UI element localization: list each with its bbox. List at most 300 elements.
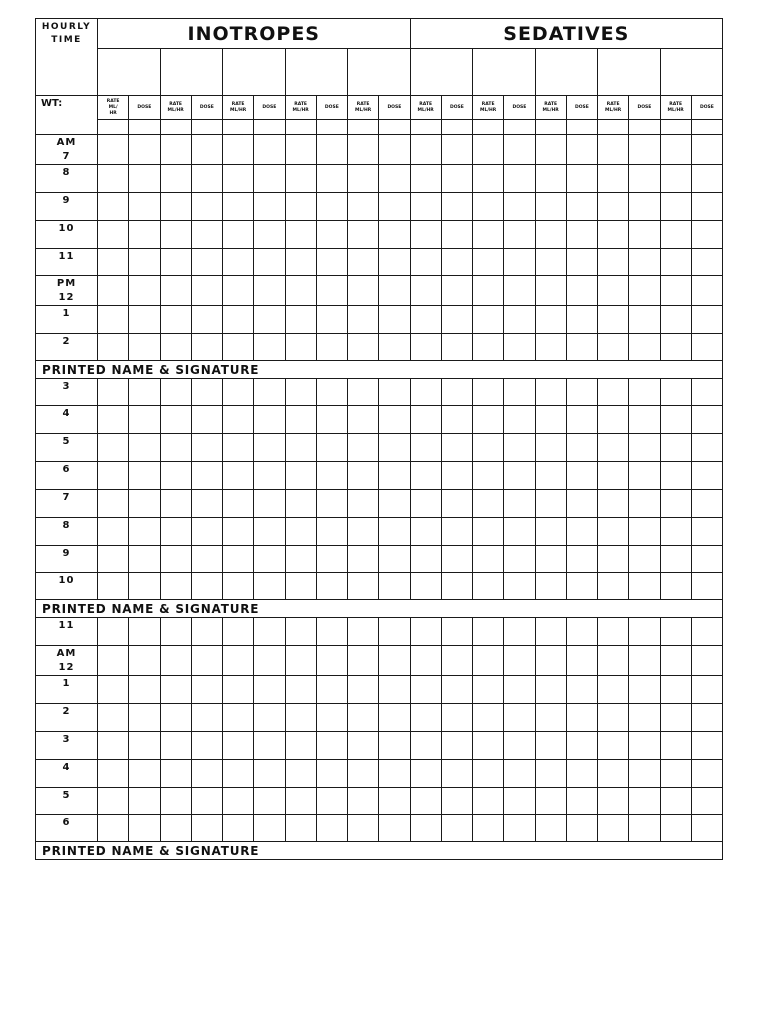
entry-cell[interactable] (160, 434, 191, 462)
entry-cell[interactable] (660, 462, 691, 490)
entry-cell[interactable] (379, 165, 410, 193)
entry-cell[interactable] (441, 618, 472, 646)
entry-cell[interactable] (504, 306, 535, 334)
entry-cell[interactable] (504, 815, 535, 842)
entry-cell[interactable] (441, 120, 472, 135)
entry-cell[interactable] (191, 704, 222, 732)
entry-cell[interactable] (191, 760, 222, 788)
entry-cell[interactable] (441, 462, 472, 490)
entry-cell[interactable] (160, 135, 191, 165)
entry-cell[interactable] (598, 788, 629, 815)
entry-cell[interactable] (191, 434, 222, 462)
entry-cell[interactable] (691, 120, 722, 135)
entry-cell[interactable] (629, 573, 660, 600)
entry-cell[interactable] (473, 165, 504, 193)
entry-cell[interactable] (348, 135, 379, 165)
entry-cell[interactable] (504, 165, 535, 193)
entry-cell[interactable] (566, 221, 597, 249)
entry-cell[interactable] (191, 193, 222, 221)
entry-cell[interactable] (629, 276, 660, 306)
entry-cell[interactable] (254, 618, 285, 646)
entry-cell[interactable] (348, 646, 379, 676)
entry-cell[interactable] (254, 732, 285, 760)
entry-cell[interactable] (629, 434, 660, 462)
entry-cell[interactable] (629, 379, 660, 406)
entry-cell[interactable] (441, 434, 472, 462)
entry-cell[interactable] (598, 221, 629, 249)
entry-cell[interactable] (473, 334, 504, 361)
entry-cell[interactable] (441, 306, 472, 334)
entry-cell[interactable] (129, 573, 160, 600)
entry-cell[interactable] (410, 193, 441, 221)
entry-cell[interactable] (566, 249, 597, 276)
entry-cell[interactable] (441, 165, 472, 193)
entry-cell[interactable] (223, 732, 254, 760)
entry-cell[interactable] (348, 704, 379, 732)
entry-cell[interactable] (410, 379, 441, 406)
weight-field[interactable]: WT: (36, 96, 98, 135)
entry-cell[interactable] (348, 334, 379, 361)
entry-cell[interactable] (473, 406, 504, 434)
entry-cell[interactable] (191, 379, 222, 406)
entry-cell[interactable] (410, 490, 441, 518)
entry-cell[interactable] (379, 490, 410, 518)
entry-cell[interactable] (285, 135, 316, 165)
entry-cell[interactable] (191, 276, 222, 306)
entry-cell[interactable] (129, 646, 160, 676)
entry-cell[interactable] (379, 676, 410, 704)
entry-cell[interactable] (504, 646, 535, 676)
entry-cell[interactable] (316, 379, 347, 406)
entry-cell[interactable] (98, 646, 129, 676)
entry-cell[interactable] (191, 788, 222, 815)
entry-cell[interactable] (535, 379, 566, 406)
entry-cell[interactable] (98, 760, 129, 788)
entry-cell[interactable] (191, 120, 222, 135)
entry-cell[interactable] (691, 788, 722, 815)
entry-cell[interactable] (441, 276, 472, 306)
entry-cell[interactable] (535, 815, 566, 842)
entry-cell[interactable] (223, 334, 254, 361)
entry-cell[interactable] (223, 434, 254, 462)
entry-cell[interactable] (129, 760, 160, 788)
entry-cell[interactable] (98, 334, 129, 361)
entry-cell[interactable] (98, 618, 129, 646)
entry-cell[interactable] (629, 165, 660, 193)
entry-cell[interactable] (191, 732, 222, 760)
entry-cell[interactable] (191, 135, 222, 165)
entry-cell[interactable] (410, 676, 441, 704)
entry-cell[interactable] (504, 276, 535, 306)
entry-cell[interactable] (129, 546, 160, 573)
entry-cell[interactable] (191, 573, 222, 600)
entry-cell[interactable] (129, 490, 160, 518)
entry-cell[interactable] (160, 618, 191, 646)
drug-name-field[interactable] (660, 49, 723, 96)
entry-cell[interactable] (129, 120, 160, 135)
entry-cell[interactable] (473, 788, 504, 815)
entry-cell[interactable] (660, 546, 691, 573)
entry-cell[interactable] (129, 165, 160, 193)
entry-cell[interactable] (598, 573, 629, 600)
entry-cell[interactable] (473, 490, 504, 518)
entry-cell[interactable] (160, 462, 191, 490)
entry-cell[interactable] (535, 120, 566, 135)
entry-cell[interactable] (129, 406, 160, 434)
entry-cell[interactable] (98, 815, 129, 842)
entry-cell[interactable] (379, 788, 410, 815)
entry-cell[interactable] (566, 760, 597, 788)
entry-cell[interactable] (129, 221, 160, 249)
entry-cell[interactable] (316, 135, 347, 165)
entry-cell[interactable] (629, 760, 660, 788)
entry-cell[interactable] (348, 490, 379, 518)
drug-name-field[interactable] (598, 49, 661, 96)
entry-cell[interactable] (191, 249, 222, 276)
entry-cell[interactable] (223, 249, 254, 276)
entry-cell[interactable] (504, 249, 535, 276)
entry-cell[interactable] (316, 406, 347, 434)
entry-cell[interactable] (441, 760, 472, 788)
entry-cell[interactable] (535, 646, 566, 676)
entry-cell[interactable] (660, 815, 691, 842)
entry-cell[interactable] (410, 249, 441, 276)
entry-cell[interactable] (410, 732, 441, 760)
entry-cell[interactable] (441, 490, 472, 518)
entry-cell[interactable] (379, 249, 410, 276)
entry-cell[interactable] (98, 732, 129, 760)
entry-cell[interactable] (98, 135, 129, 165)
entry-cell[interactable] (160, 676, 191, 704)
entry-cell[interactable] (441, 518, 472, 546)
entry-cell[interactable] (566, 704, 597, 732)
entry-cell[interactable] (160, 518, 191, 546)
entry-cell[interactable] (379, 334, 410, 361)
entry-cell[interactable] (223, 406, 254, 434)
entry-cell[interactable] (441, 676, 472, 704)
entry-cell[interactable] (129, 788, 160, 815)
drug-name-field[interactable] (410, 49, 473, 96)
entry-cell[interactable] (191, 221, 222, 249)
entry-cell[interactable] (566, 120, 597, 135)
entry-cell[interactable] (441, 379, 472, 406)
entry-cell[interactable] (223, 546, 254, 573)
entry-cell[interactable] (629, 221, 660, 249)
entry-cell[interactable] (441, 249, 472, 276)
entry-cell[interactable] (566, 646, 597, 676)
entry-cell[interactable] (441, 546, 472, 573)
entry-cell[interactable] (285, 334, 316, 361)
entry-cell[interactable] (223, 646, 254, 676)
entry-cell[interactable] (254, 221, 285, 249)
entry-cell[interactable] (98, 788, 129, 815)
entry-cell[interactable] (254, 815, 285, 842)
entry-cell[interactable] (410, 760, 441, 788)
entry-cell[interactable] (691, 618, 722, 646)
entry-cell[interactable] (504, 406, 535, 434)
entry-cell[interactable] (348, 732, 379, 760)
entry-cell[interactable] (223, 165, 254, 193)
entry-cell[interactable] (410, 135, 441, 165)
entry-cell[interactable] (410, 334, 441, 361)
entry-cell[interactable] (316, 704, 347, 732)
entry-cell[interactable] (191, 676, 222, 704)
entry-cell[interactable] (473, 573, 504, 600)
entry-cell[interactable] (598, 462, 629, 490)
entry-cell[interactable] (441, 193, 472, 221)
entry-cell[interactable] (285, 518, 316, 546)
entry-cell[interactable] (598, 165, 629, 193)
entry-cell[interactable] (691, 573, 722, 600)
entry-cell[interactable] (535, 406, 566, 434)
entry-cell[interactable] (160, 815, 191, 842)
entry-cell[interactable] (660, 704, 691, 732)
entry-cell[interactable] (504, 788, 535, 815)
entry-cell[interactable] (504, 676, 535, 704)
entry-cell[interactable] (691, 704, 722, 732)
entry-cell[interactable] (129, 276, 160, 306)
entry-cell[interactable] (379, 406, 410, 434)
entry-cell[interactable] (504, 334, 535, 361)
entry-cell[interactable] (223, 379, 254, 406)
entry-cell[interactable] (660, 193, 691, 221)
entry-cell[interactable] (379, 276, 410, 306)
entry-cell[interactable] (129, 815, 160, 842)
entry-cell[interactable] (535, 434, 566, 462)
entry-cell[interactable] (98, 573, 129, 600)
entry-cell[interactable] (473, 249, 504, 276)
entry-cell[interactable] (285, 573, 316, 600)
entry-cell[interactable] (473, 379, 504, 406)
entry-cell[interactable] (535, 221, 566, 249)
entry-cell[interactable] (98, 462, 129, 490)
entry-cell[interactable] (348, 573, 379, 600)
entry-cell[interactable] (441, 646, 472, 676)
entry-cell[interactable] (379, 193, 410, 221)
entry-cell[interactable] (160, 788, 191, 815)
entry-cell[interactable] (223, 518, 254, 546)
entry-cell[interactable] (691, 760, 722, 788)
entry-cell[interactable] (410, 434, 441, 462)
entry-cell[interactable] (348, 276, 379, 306)
entry-cell[interactable] (254, 334, 285, 361)
entry-cell[interactable] (285, 490, 316, 518)
entry-cell[interactable] (316, 306, 347, 334)
drug-name-field[interactable] (223, 49, 286, 96)
entry-cell[interactable] (410, 815, 441, 842)
entry-cell[interactable] (316, 618, 347, 646)
entry-cell[interactable] (348, 306, 379, 334)
entry-cell[interactable] (598, 334, 629, 361)
entry-cell[interactable] (660, 788, 691, 815)
entry-cell[interactable] (629, 676, 660, 704)
drug-name-field[interactable] (535, 49, 598, 96)
entry-cell[interactable] (379, 546, 410, 573)
entry-cell[interactable] (254, 676, 285, 704)
entry-cell[interactable] (535, 760, 566, 788)
entry-cell[interactable] (660, 249, 691, 276)
entry-cell[interactable] (473, 704, 504, 732)
entry-cell[interactable] (285, 120, 316, 135)
drug-name-field[interactable] (98, 49, 161, 96)
entry-cell[interactable] (223, 618, 254, 646)
entry-cell[interactable] (285, 618, 316, 646)
entry-cell[interactable] (441, 704, 472, 732)
entry-cell[interactable] (473, 676, 504, 704)
entry-cell[interactable] (316, 760, 347, 788)
entry-cell[interactable] (254, 406, 285, 434)
entry-cell[interactable] (316, 165, 347, 193)
entry-cell[interactable] (629, 490, 660, 518)
entry-cell[interactable] (473, 221, 504, 249)
entry-cell[interactable] (410, 306, 441, 334)
entry-cell[interactable] (629, 518, 660, 546)
entry-cell[interactable] (254, 135, 285, 165)
entry-cell[interactable] (285, 760, 316, 788)
entry-cell[interactable] (254, 704, 285, 732)
entry-cell[interactable] (598, 518, 629, 546)
entry-cell[interactable] (348, 434, 379, 462)
entry-cell[interactable] (504, 221, 535, 249)
entry-cell[interactable] (98, 379, 129, 406)
entry-cell[interactable] (660, 406, 691, 434)
entry-cell[interactable] (504, 135, 535, 165)
entry-cell[interactable] (535, 573, 566, 600)
entry-cell[interactable] (598, 815, 629, 842)
entry-cell[interactable] (691, 676, 722, 704)
entry-cell[interactable] (410, 120, 441, 135)
entry-cell[interactable] (191, 406, 222, 434)
entry-cell[interactable] (285, 676, 316, 704)
entry-cell[interactable] (598, 732, 629, 760)
entry-cell[interactable] (566, 573, 597, 600)
entry-cell[interactable] (223, 704, 254, 732)
entry-cell[interactable] (566, 193, 597, 221)
entry-cell[interactable] (254, 379, 285, 406)
entry-cell[interactable] (223, 788, 254, 815)
entry-cell[interactable] (566, 490, 597, 518)
entry-cell[interactable] (348, 120, 379, 135)
entry-cell[interactable] (535, 788, 566, 815)
entry-cell[interactable] (410, 165, 441, 193)
entry-cell[interactable] (629, 815, 660, 842)
entry-cell[interactable] (160, 490, 191, 518)
entry-cell[interactable] (316, 193, 347, 221)
entry-cell[interactable] (379, 221, 410, 249)
entry-cell[interactable] (660, 334, 691, 361)
entry-cell[interactable] (379, 573, 410, 600)
entry-cell[interactable] (691, 135, 722, 165)
entry-cell[interactable] (160, 546, 191, 573)
entry-cell[interactable] (254, 462, 285, 490)
entry-cell[interactable] (504, 546, 535, 573)
entry-cell[interactable] (629, 306, 660, 334)
entry-cell[interactable] (629, 120, 660, 135)
entry-cell[interactable] (254, 788, 285, 815)
entry-cell[interactable] (129, 732, 160, 760)
entry-cell[interactable] (160, 276, 191, 306)
entry-cell[interactable] (441, 732, 472, 760)
entry-cell[interactable] (535, 518, 566, 546)
entry-cell[interactable] (379, 434, 410, 462)
entry-cell[interactable] (535, 306, 566, 334)
entry-cell[interactable] (598, 120, 629, 135)
entry-cell[interactable] (129, 434, 160, 462)
entry-cell[interactable] (535, 462, 566, 490)
entry-cell[interactable] (191, 815, 222, 842)
entry-cell[interactable] (316, 490, 347, 518)
entry-cell[interactable] (598, 646, 629, 676)
entry-cell[interactable] (535, 334, 566, 361)
entry-cell[interactable] (379, 306, 410, 334)
entry-cell[interactable] (129, 618, 160, 646)
entry-cell[interactable] (223, 276, 254, 306)
entry-cell[interactable] (566, 306, 597, 334)
entry-cell[interactable] (691, 546, 722, 573)
entry-cell[interactable] (129, 518, 160, 546)
entry-cell[interactable] (535, 165, 566, 193)
entry-cell[interactable] (254, 276, 285, 306)
entry-cell[interactable] (160, 732, 191, 760)
entry-cell[interactable] (691, 462, 722, 490)
entry-cell[interactable] (441, 788, 472, 815)
entry-cell[interactable] (285, 704, 316, 732)
entry-cell[interactable] (691, 334, 722, 361)
entry-cell[interactable] (566, 434, 597, 462)
entry-cell[interactable] (691, 434, 722, 462)
entry-cell[interactable] (504, 120, 535, 135)
entry-cell[interactable] (504, 732, 535, 760)
entry-cell[interactable] (285, 193, 316, 221)
entry-cell[interactable] (504, 193, 535, 221)
entry-cell[interactable] (629, 546, 660, 573)
entry-cell[interactable] (598, 276, 629, 306)
entry-cell[interactable] (98, 193, 129, 221)
entry-cell[interactable] (504, 760, 535, 788)
entry-cell[interactable] (598, 704, 629, 732)
entry-cell[interactable] (98, 221, 129, 249)
entry-cell[interactable] (504, 462, 535, 490)
entry-cell[interactable] (473, 276, 504, 306)
entry-cell[interactable] (629, 135, 660, 165)
entry-cell[interactable] (129, 193, 160, 221)
entry-cell[interactable] (660, 518, 691, 546)
entry-cell[interactable] (98, 434, 129, 462)
entry-cell[interactable] (566, 135, 597, 165)
entry-cell[interactable] (316, 646, 347, 676)
entry-cell[interactable] (660, 120, 691, 135)
entry-cell[interactable] (254, 490, 285, 518)
entry-cell[interactable] (410, 788, 441, 815)
entry-cell[interactable] (285, 165, 316, 193)
entry-cell[interactable] (691, 732, 722, 760)
entry-cell[interactable] (254, 120, 285, 135)
entry-cell[interactable] (598, 490, 629, 518)
entry-cell[interactable] (629, 704, 660, 732)
entry-cell[interactable] (160, 760, 191, 788)
entry-cell[interactable] (191, 646, 222, 676)
entry-cell[interactable] (316, 732, 347, 760)
entry-cell[interactable] (285, 276, 316, 306)
entry-cell[interactable] (98, 704, 129, 732)
entry-cell[interactable] (660, 732, 691, 760)
entry-cell[interactable] (473, 193, 504, 221)
entry-cell[interactable] (316, 221, 347, 249)
entry-cell[interactable] (660, 221, 691, 249)
entry-cell[interactable] (285, 546, 316, 573)
entry-cell[interactable] (160, 249, 191, 276)
entry-cell[interactable] (629, 788, 660, 815)
